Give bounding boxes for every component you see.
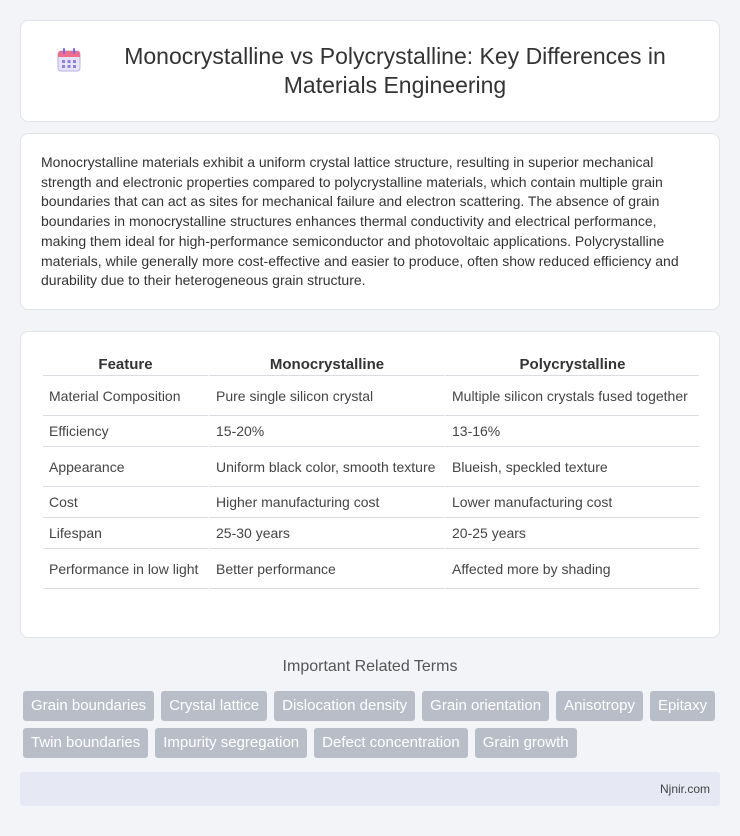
- table-cell: Uniform black color, smooth texture: [208, 447, 444, 487]
- comparison-table-card: [20, 331, 720, 638]
- footer-site-link[interactable]: Njnir.com: [659, 782, 710, 796]
- page-title: Monocrystalline vs Polycrystalline: Key Differences in Materials Engineering: [124, 43, 666, 98]
- term-tag[interactable]: Twin boundaries: [23, 728, 148, 758]
- term-tag[interactable]: Grain orientation: [422, 691, 549, 721]
- table-cell: Lifespan: [43, 518, 208, 549]
- term-tag[interactable]: Grain boundaries: [23, 691, 154, 721]
- table-cell: Lower manufacturing cost: [444, 487, 699, 518]
- column-header: Polycrystalline: [444, 350, 699, 376]
- table-cell: Appearance: [43, 447, 208, 487]
- table-cell: Pure single silicon crystal: [208, 376, 444, 416]
- calendar-icon: [55, 46, 83, 74]
- column-header: Monocrystalline: [208, 350, 444, 376]
- column-header: Feature: [43, 350, 208, 376]
- term-tag[interactable]: Crystal lattice: [161, 691, 267, 721]
- related-terms-title: Important Related Terms: [282, 658, 458, 675]
- summary-text: Monocrystalline materials exhibit a uniform crystal lattice structure, resulting in superior mechanical strength and electronic properties compared to polycrystalline materials, which contain multiple grain boundaries that can act as sites for mechanical failure and electron scattering. The absence of grain boundaries in monocrystalline structures enhances thermal conductivity and electrical performance, making them ideal for high-performance semiconductor and photovoltaic applications. Polycrystalline materials, while generally more cost-effective and easier to produce, often show reduced efficiency and durability due to their heterogeneous grain structure.: [41, 154, 679, 289]
- table-row: [43, 518, 699, 549]
- term-tag[interactable]: Dislocation density: [274, 691, 415, 721]
- table-row: [43, 549, 699, 589]
- table-row: [43, 487, 699, 518]
- table-cell: 25-30 years: [208, 518, 444, 549]
- table-cell: Better performance: [208, 549, 444, 589]
- table-cell: 20-25 years: [444, 518, 699, 549]
- table-cell: Multiple silicon crystals fused together: [444, 376, 699, 416]
- table-header-row: [43, 350, 699, 376]
- table-row: [43, 416, 699, 447]
- table-cell: Material Composition: [43, 376, 208, 416]
- table-cell: Cost: [43, 487, 208, 518]
- table-cell: 13-16%: [444, 416, 699, 447]
- comparison-table: [43, 350, 699, 589]
- table-row: [43, 447, 699, 487]
- term-tag[interactable]: Grain growth: [475, 728, 577, 758]
- table-cell: Efficiency: [43, 416, 208, 447]
- term-tag[interactable]: Impurity segregation: [155, 728, 307, 758]
- table-cell: 15-20%: [208, 416, 444, 447]
- term-tag[interactable]: Epitaxy: [650, 691, 715, 721]
- table-cell: Higher manufacturing cost: [208, 487, 444, 518]
- table-cell: Performance in low light: [43, 549, 208, 589]
- footer: [20, 772, 720, 806]
- table-row: [43, 376, 699, 416]
- summary-card: [20, 133, 720, 310]
- term-tag[interactable]: Anisotropy: [556, 691, 643, 721]
- table-cell: Affected more by shading: [444, 549, 699, 589]
- related-terms-list: [23, 691, 723, 758]
- term-tag[interactable]: Defect concentration: [314, 728, 468, 758]
- header-card: [20, 20, 720, 122]
- table-cell: Blueish, speckled texture: [444, 447, 699, 487]
